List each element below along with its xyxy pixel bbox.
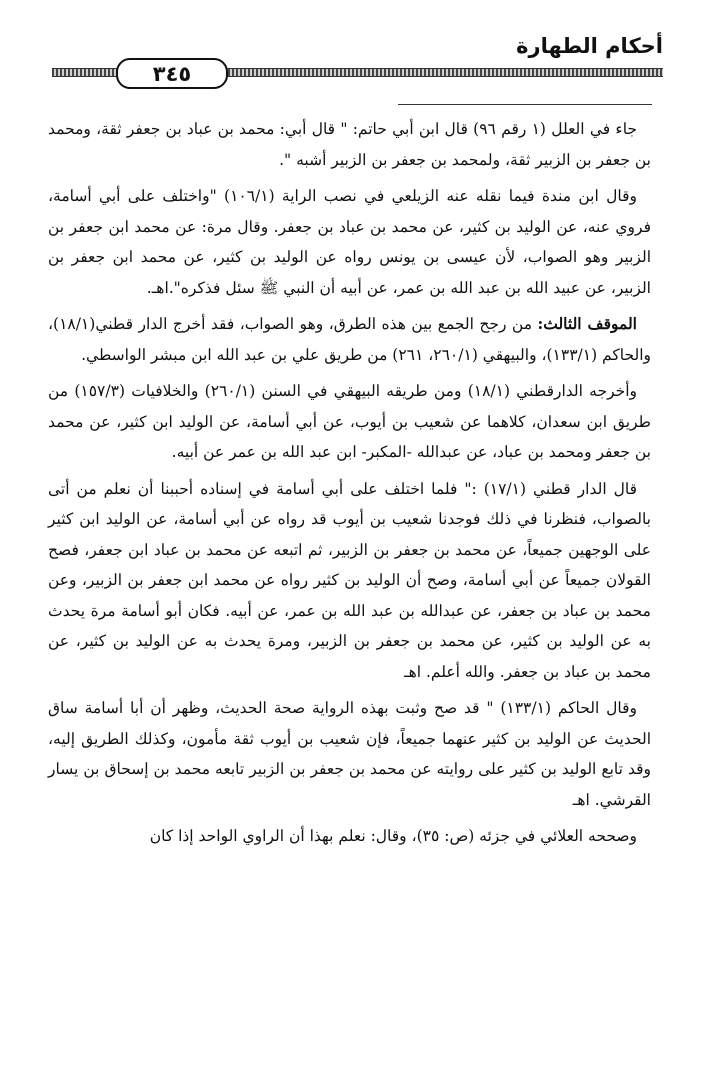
page-header (52, 28, 663, 88)
main-text (48, 114, 651, 858)
paragraph-text: من رجح الجمع بين هذه الطرق، وهو الصواب، فقد أخرج الدار قطني(١٨/١)، والحاكم (١٣٣/١)، والبيهقي (٢٦٠/١، ٢٦١) من طريق علي بن عبد الله ابن مبشر الواسطي. (48, 315, 651, 364)
page-number-badge (116, 58, 228, 89)
paragraph (48, 693, 651, 815)
paragraph-lead: الموقف الثالث: (537, 314, 637, 333)
paragraph (48, 376, 651, 468)
paragraph (48, 181, 651, 303)
paragraph-text: وصححه العلائي في جزئه (ص: ٣٥)، وقال: نعلم بهذا أن الراوي الواحد إذا كان (149, 827, 637, 845)
paragraph (48, 309, 651, 370)
paragraph-text: وقال ابن مندة فيما نقله عنه الزيلعي في نصب الراية (١٠٦/١) "واختلف على أبي أسامة، فروي عنه، عن الوليد بن كثير، عن محمد بن عباد بن جعفر. وقال مرة: عن محمد ابن جعفر بن الزبير وهو الصواب، لأن عيسى بن يونس رواه عن الوليد بن كثير، عن محمد ابن جعفر بن الزبير، عن عبيد الله بن عبد الله بن عمر، عن أبيه أن النبي ﷺ سئل فذكره".اهـ. (48, 187, 651, 297)
page-number: ٣٤٥ (152, 61, 192, 86)
paragraph (48, 821, 651, 852)
book-title: أحكام الطهارة (516, 34, 663, 58)
paragraph-text: وقال الحاكم (١٣٣/١) " قد صح وثبت بهذه الرواية صحة الحديث، وظهر أن أبا أسامة ساق الحديث عن الوليد بن كثير عنهما جميعاً، فإن شعيب بن أيوب ثقة مأمون، وكذلك الطريق إليه، وقد تابع الوليد بن كثير على روايته عن محمد بن جعفر بن الزبير تابعه محمد بن إسحاق بن يسار القرشي. اهـ (48, 699, 651, 809)
paragraph (48, 114, 651, 175)
paragraph-text: جاء في العلل (١ رقم ٩٦) قال ابن أبي حاتم: " قال أبي: محمد بن عباد بن جعفر ثقة، ومحمد بن جعفر بن الزبير ثقة، ولمحمد بن جعفر بن الزبير أشبه ". (48, 120, 651, 169)
paragraph-text: قال الدار قطني (١٧/١) :" فلما اختلف على أبي أسامة في إسناده أحببنا أن نعلم من أتى بالصواب، فنظرنا في ذلك فوجدنا شعيب بن أيوب قد رواه عن أبي أسامة، عن الوليد ابن كثير على الوجهين جميعاً، عن محمد بن جعفر بن الزبير، ثم اتبعه عن محمد بن عباد ابن جعفر، فصح القولان جميعاً عن أبي أسامة، وصح أن الوليد بن كثير رواه عن محمد ابن جعفر بن الزبير، وعن محمد بن عباد بن جعفر، عن عبدالله بن عبد الله بن عمر، عن أبيه. فكان أبو أسامة مرة يحدث به عن الوليد بن كثير، عن محمد بن جعفر بن الزبير، ومرة يحدث به عن الوليد بن كثير، عن محمد بن عباد بن جعفر. والله أعلم. اهـ (48, 479, 651, 681)
separator-line (398, 104, 652, 105)
paragraph (48, 474, 651, 688)
paragraph-text: وأخرجه الدارقطني (١٨/١) ومن طريقه البيهقي في السنن (٢٦٠/١) والخلافيات (١٥٧/٣) من طريق ابن سعدان، كلاهما عن شعيب بن أيوب، عن أبي أسامة، عن الوليد ابن كثير، عن محمد بن جعفر ومحمد بن عباد، عن عبدالله -المكبر- ابن عبد الله بن عمر عن أبيه. (48, 382, 651, 461)
